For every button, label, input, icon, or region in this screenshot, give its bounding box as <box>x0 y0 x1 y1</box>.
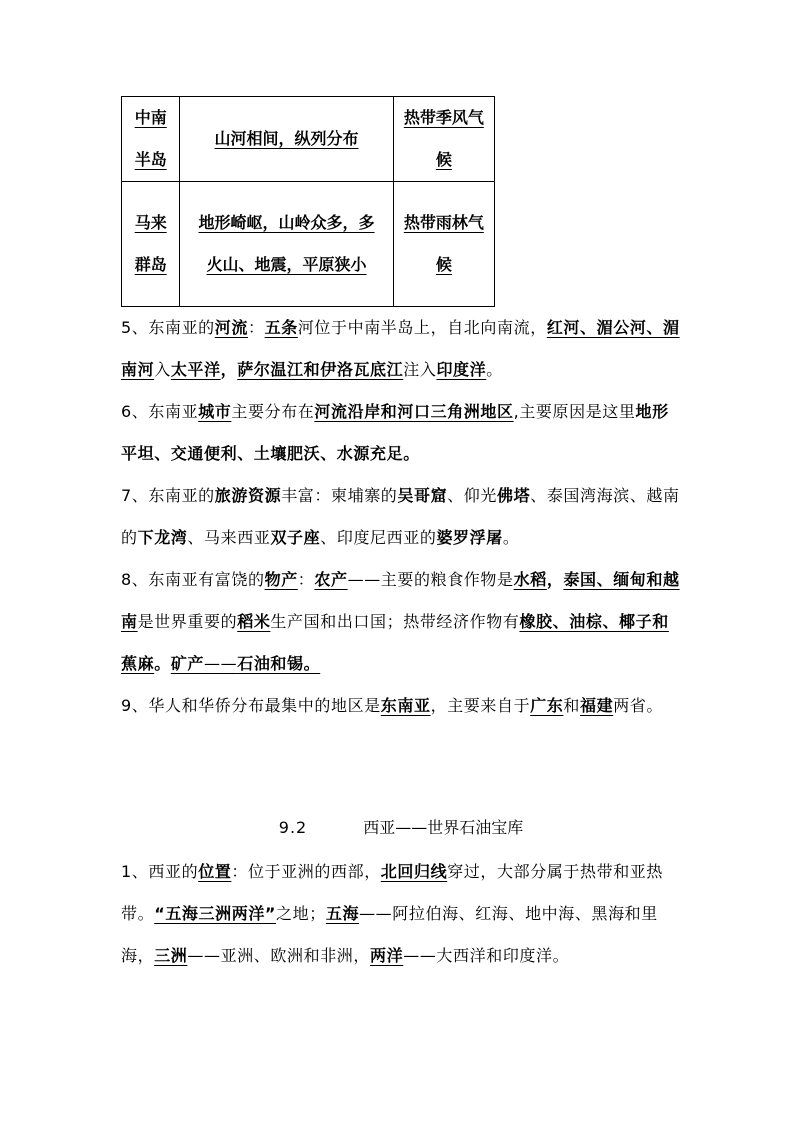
section-number: 9.2 <box>278 818 308 837</box>
keyword: 福建 <box>580 696 614 715</box>
text: 是世界重要的 <box>137 612 238 631</box>
keyword: 泰国、缅甸和越南 <box>121 570 680 631</box>
keyword: 北回归线 <box>380 862 448 881</box>
climate-text: 热带雨林气候 <box>403 213 484 274</box>
keyword: 位置 <box>198 862 232 881</box>
text: 8、东南亚有富饶的 <box>121 570 265 589</box>
keyword: 佛塔 <box>497 486 531 505</box>
keyword: 河流 <box>214 318 248 337</box>
text: ，主要来自于 <box>430 696 531 715</box>
text: ——阿拉伯海、红海、地中海、黑海和里海， <box>121 904 658 965</box>
keyword: 城市 <box>198 402 232 421</box>
terrain-cell <box>180 97 393 182</box>
keyword: 红河、湄公河、湄南河 <box>121 318 680 379</box>
paragraph-overseas-chinese <box>121 685 681 727</box>
text: 1、西亚的 <box>121 862 199 881</box>
keyword: 石油和锡。 <box>237 654 321 673</box>
text: 。 <box>486 360 503 379</box>
keyword: 橡胶、油棕、椰子和蕉麻 <box>121 612 669 673</box>
region-name: 中南半岛 <box>134 108 167 169</box>
keyword: 双子座 <box>270 528 321 547</box>
keyword: 婆罗浮屠 <box>436 528 503 547</box>
text: 、仰光 <box>447 486 498 505</box>
text: ： <box>297 570 315 589</box>
keyword: 河流沿岸和河口三角洲地区 <box>314 402 514 421</box>
keyword: 旅游资源 <box>214 486 282 505</box>
keyword: 水稻 <box>513 570 547 589</box>
keyword: 农产 <box>314 570 348 589</box>
climate-cell <box>393 97 494 182</box>
text: 主要分布在 <box>231 402 315 421</box>
region-table <box>121 96 495 307</box>
keyword: 印度洋 <box>436 360 487 379</box>
keyword: 萨尔温江和伊洛瓦底江 <box>237 360 404 379</box>
text: —— <box>204 654 238 673</box>
text: 5、东南亚的 <box>121 318 215 337</box>
text: 7、东南亚的 <box>121 486 215 505</box>
keyword: 下龙湾 <box>137 528 188 547</box>
text: 入 <box>154 360 171 379</box>
paragraph-products <box>121 559 681 685</box>
terrain-cell <box>180 182 393 307</box>
table-row <box>122 182 495 307</box>
text: 河位于中南半岛上，自北向南流， <box>297 318 547 337</box>
text: 、印度尼西亚的 <box>320 528 437 547</box>
text: 丰富：柬埔寨的 <box>281 486 398 505</box>
text: 。 <box>154 654 171 673</box>
text: ， <box>546 570 564 589</box>
keyword: 三洲 <box>154 946 188 965</box>
text: ： <box>247 318 265 337</box>
keyword: 广东 <box>530 696 564 715</box>
text: ——亚洲、欧洲和非洲， <box>187 946 371 965</box>
keyword: 五海 <box>325 904 360 923</box>
keyword: 物产 <box>264 570 298 589</box>
section-title: 西亚——世界石油宝库 <box>363 818 524 837</box>
keyword: 矿产 <box>170 654 205 673</box>
section-heading <box>121 812 681 844</box>
keyword: 太平洋 <box>170 360 221 379</box>
terrain-text: 地形崎岖，山岭众多，多火山、地震，平原狭小 <box>198 213 375 274</box>
text: 和 <box>563 696 581 715</box>
paragraph-cities <box>121 391 681 475</box>
text: 之地； <box>276 904 326 923</box>
text: 生产国和出口国；热带经济作物有 <box>270 612 520 631</box>
text: 9、华人和华侨分布最集中的地区是 <box>121 696 381 715</box>
text: ——主要的粮食作物是 <box>347 570 514 589</box>
terrain-text: 山河相间，纵列分布 <box>214 129 359 148</box>
text: 6、东南亚 <box>121 402 199 421</box>
keyword: 两洋 <box>370 946 404 965</box>
text: ， <box>220 360 238 379</box>
region-cell <box>122 97 180 182</box>
table-row <box>122 97 495 182</box>
keyword: 地形平坦、交通便利、土壤肥沃、水源充足。 <box>121 402 669 463</box>
climate-text: 热带季风气候 <box>403 108 484 169</box>
text: ——大西洋和印度洋。 <box>403 946 570 965</box>
region-name: 马来群岛 <box>134 213 167 274</box>
text: 、泰国湾海滨、越南的 <box>121 486 680 547</box>
region-cell <box>122 182 180 307</box>
text: ：位于亚洲的西部， <box>231 862 381 881</box>
text: 两省。 <box>613 696 664 715</box>
keyword: “五海三洲两洋” <box>154 904 277 923</box>
keyword: 东南亚 <box>380 696 431 715</box>
text: 、马来西亚 <box>187 528 271 547</box>
text: 。 <box>502 528 520 547</box>
paragraph-rivers <box>121 307 681 391</box>
keyword: 五条 <box>264 318 298 337</box>
paragraph-west-asia-location <box>121 851 681 977</box>
text: 注入 <box>403 360 437 379</box>
text: 穿过，大部分属于热带和亚热带。 <box>121 862 664 923</box>
text: ,主要原因是这里 <box>513 402 636 421</box>
paragraph-tourism <box>121 475 681 559</box>
keyword: 稻米 <box>237 612 271 631</box>
climate-cell <box>393 182 494 307</box>
keyword: 吴哥窟 <box>397 486 448 505</box>
